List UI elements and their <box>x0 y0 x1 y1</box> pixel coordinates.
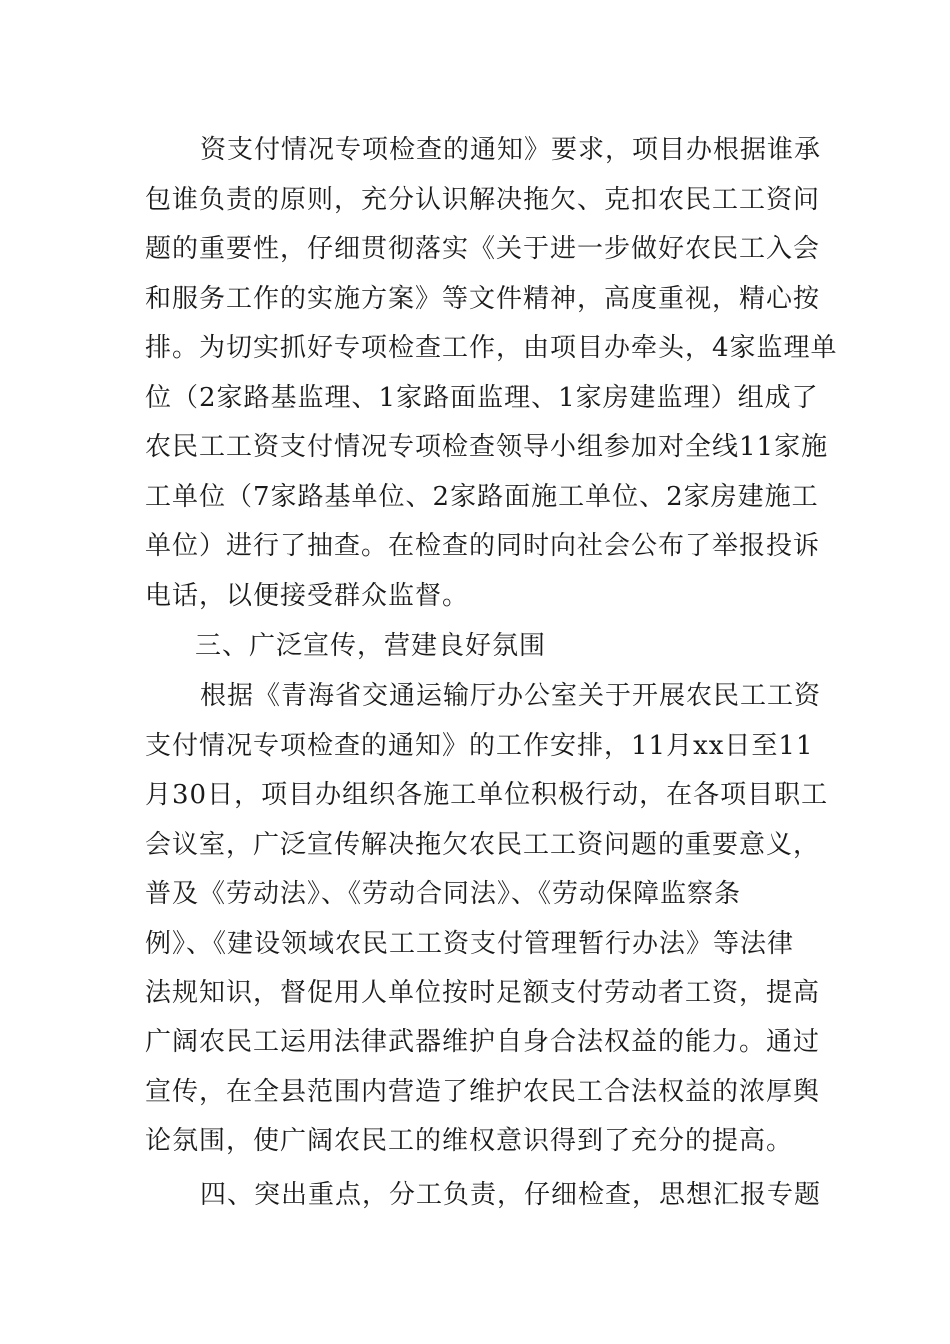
text-line: 月30日，项目办组织各施工单位积极行动，在各项目职工 <box>145 780 829 810</box>
text-line: 宣传，在全县范围内营造了维护农民工合法权益的浓厚舆 <box>145 1077 821 1107</box>
text-line: 例》、《建设领域农民工工资支付管理暂行办法》等法律 <box>145 929 795 959</box>
section-heading: 四、突出重点，分工负责，仔细检查，思想汇报专题 <box>200 1180 822 1210</box>
text-line: 电话，以便接受群众监督。 <box>145 581 470 611</box>
text-line: 排。为切实抓好专项检查工作，由项目办牵头，4家监理单 <box>145 333 838 363</box>
text-line: 题的重要性，仔细贯彻落实《关于进一步做好农民工入会 <box>145 234 821 264</box>
text-line: 广阔农民工运用法律武器维护自身合法权益的能力。通过 <box>145 1027 821 1057</box>
text-line: 会议室，广泛宣传解决拖欠农民工工资问题的重要意义， <box>145 830 821 860</box>
text-line: 支付情况专项检查的通知》的工作安排，11月xx日至11 <box>145 731 814 761</box>
text-line: 和服务工作的实施方案》等文件精神，高度重视，精心按 <box>145 284 821 314</box>
text-line: 论氛围，使广阔农民工的维权意识得到了充分的提高。 <box>145 1126 794 1156</box>
text-line: 农民工工资支付情况专项检查领导小组参加对全线11家施 <box>145 432 829 462</box>
text-line: 工单位（7家路基单位、2家路面施工单位、2家房建施工 <box>145 482 819 512</box>
section-heading: 三、广泛宣传，营建良好氛围 <box>195 631 547 661</box>
text-line: 资支付情况专项检查的通知》要求，项目办根据谁承 <box>200 135 822 165</box>
text-line: 位（2家路基监理、1家路面监理、1家房建监理）组成了 <box>145 383 819 413</box>
text-line: 根据《青海省交通运输厅办公室关于开展农民工工资 <box>200 681 822 711</box>
text-line: 法规知识，督促用人单位按时足额支付劳动者工资，提高 <box>145 978 821 1008</box>
text-line: 包谁负责的原则，充分认识解决拖欠、克扣农民工工资问 <box>145 185 821 215</box>
text-line: 单位）进行了抽查。在检查的同时向社会公布了举报投诉 <box>145 531 821 561</box>
text-line: 普及《劳动法》、《劳动合同法》、《劳动保障监察条 <box>145 879 742 909</box>
